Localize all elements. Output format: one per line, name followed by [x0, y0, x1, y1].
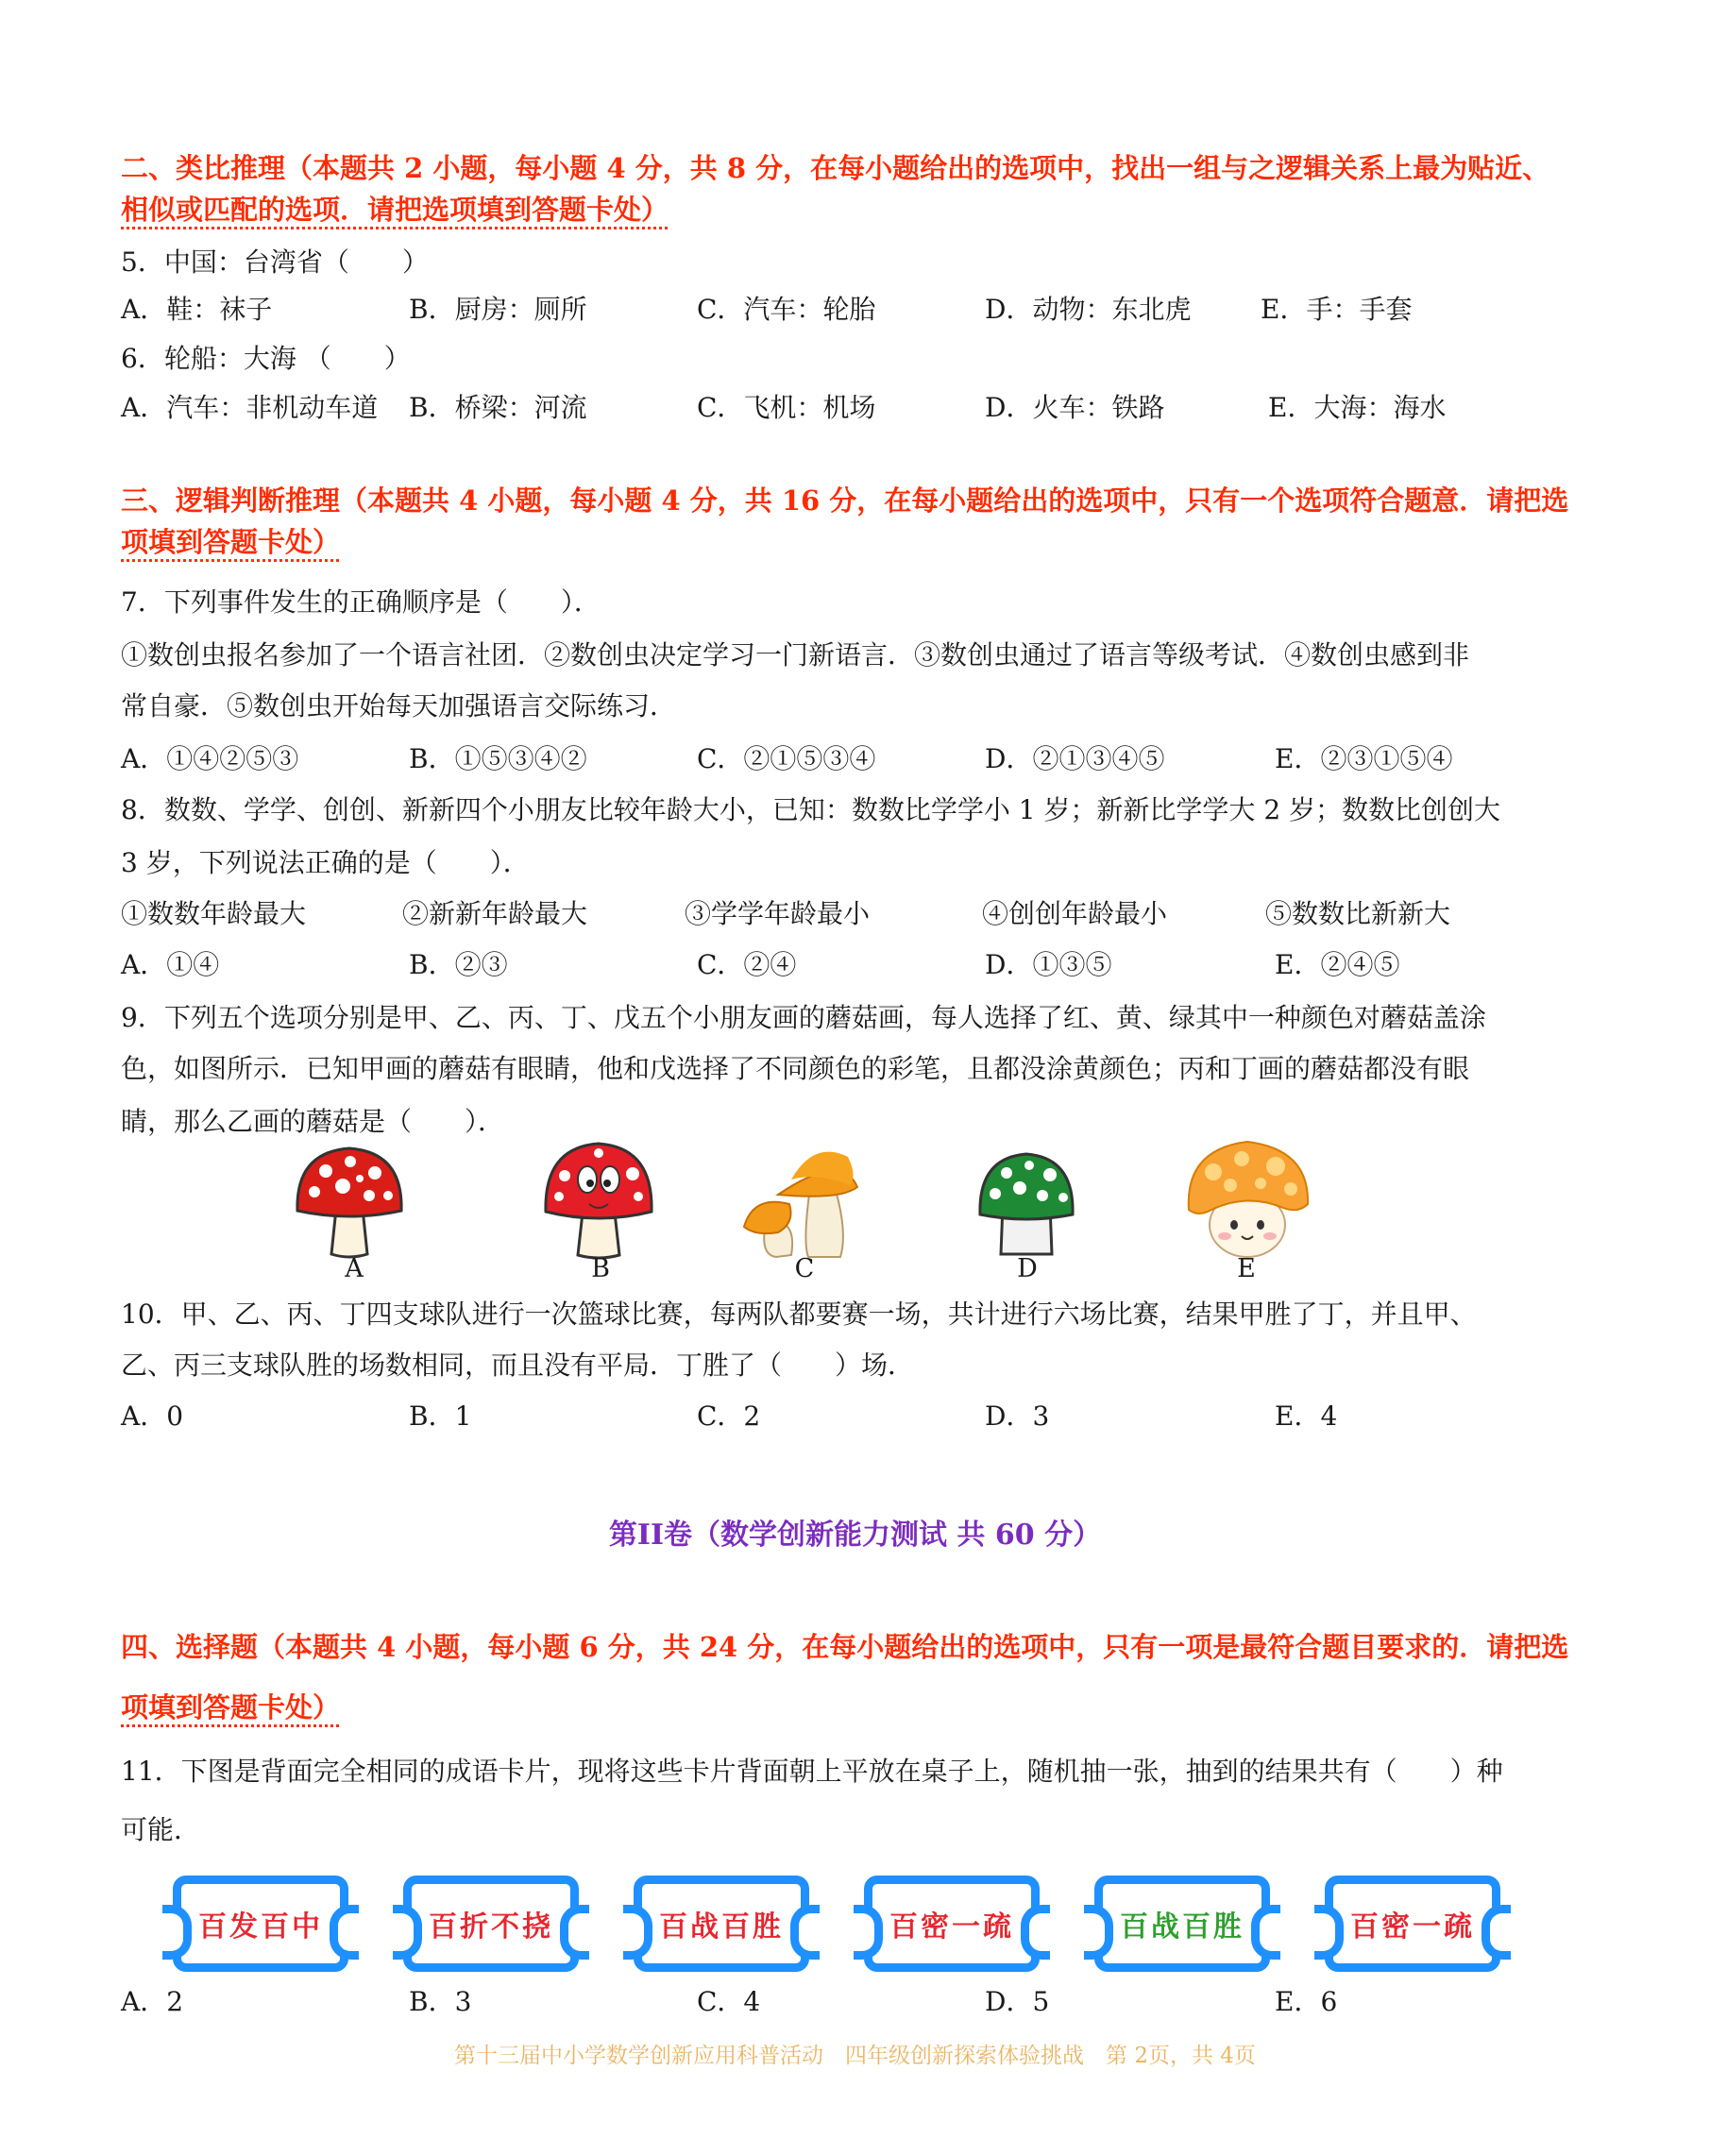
q9-text-line2: 色，如图所示．已知甲画的蘑菇有眼睛，他和戊选择了不同颜色的彩笔，且都没涂黄颜色；丙和丁画的蘑菇都没有眼 — [121, 1053, 1470, 1084]
idiom-card-text: 百密一疏 — [889, 1910, 1014, 1944]
idiom-card-text: 百战百胜 — [1120, 1910, 1244, 1944]
q10-text-line2: 乙、丙三支球队胜的场数相同，而且没有平局．丁胜了（ ）场． — [121, 1350, 915, 1381]
q8-statement-1: ①数数年龄最大 — [121, 898, 307, 929]
q8-option-a: A．①④ — [121, 949, 220, 980]
idiom-card — [1325, 1876, 1500, 1972]
q6-stem: 6．轮船：大海 （ ） — [121, 343, 411, 374]
idiom-card-text: 百折不挠 — [429, 1910, 553, 1944]
q7-option-e: E．②③①⑤④ — [1275, 743, 1453, 774]
q5-option-a: A．鞋：袜子 — [121, 294, 273, 325]
idiom-card — [634, 1876, 809, 1972]
idiom-card — [1094, 1876, 1270, 1972]
q9-text-line1: 9．下列五个选项分别是甲、乙、丙、丁、戊五个小朋友画的蘑菇画，每人选择了红、黄、绿其中一种颜色对蘑菇盖涂 — [121, 1002, 1486, 1033]
mushroom-label-c: C — [794, 1254, 815, 1283]
q8-statement-5: ⑤数数比新新大 — [1265, 898, 1451, 929]
q5-option-c: C．汽车：轮胎 — [697, 294, 876, 325]
section-4-heading-line1: 四、选择题（本题共 4 小题，每小题 6 分，共 24 分，在每小题给出的选项中，只有一项是最符合题目要求的．请把选 — [121, 1631, 1569, 1663]
idiom-card-text: 百密一疏 — [1350, 1910, 1475, 1944]
section-4-heading — [121, 1626, 1594, 1728]
q7-text-line1: ①数创虫报名参加了一个语言社团．②数创虫决定学习一门新语言．③数创虫通过了语言等级考试．④数创虫感到非 — [121, 639, 1470, 671]
mushroom-d-icon — [974, 1150, 1078, 1256]
q10-text-line1: 10．甲、乙、丙、丁四支球队进行一次篮球比赛，每两队都要赛一场，共计进行六场比赛，结果甲胜了丁，并且甲、 — [121, 1299, 1477, 1330]
q11-option-b: B．3 — [409, 1986, 472, 2017]
mushroom-label-e: E — [1237, 1254, 1256, 1283]
q7-option-c: C．②①⑤③④ — [697, 743, 876, 774]
idiom-card — [403, 1876, 579, 1972]
q11-option-c: C．4 — [697, 1986, 761, 2017]
q10-option-e: E．4 — [1275, 1401, 1338, 1432]
q6-option-b: B．桥梁：河流 — [409, 392, 587, 423]
section-4-heading-line2: 项填到答题卡处） — [121, 1691, 341, 1723]
q11-text-line1: 11．下图是背面完全相同的成语卡片，现将这些卡片背面朝上平放在桌子上，随机抽一张，抽到的结果共有（ ）种 — [121, 1756, 1503, 1787]
q7-option-d: D．②①③④⑤ — [985, 743, 1165, 774]
q10-option-c: C．2 — [697, 1401, 761, 1432]
mushroom-e-icon — [1185, 1138, 1312, 1261]
page-footer: 第十三届中小学数学创新应用科普活动 四年级创新探索体验挑战 第 2页，共 4页 — [454, 2044, 1256, 2068]
mushroom-c-icon — [736, 1138, 869, 1261]
q10-option-d: D．3 — [985, 1401, 1050, 1432]
mushroom-label-d: D — [1017, 1254, 1038, 1283]
q8-option-d: D．①③⑤ — [985, 949, 1112, 980]
q10-option-b: B．1 — [409, 1401, 472, 1432]
q11-option-d: D．5 — [985, 1986, 1050, 2017]
q10-option-a: A．0 — [121, 1401, 184, 1432]
q11-option-e: E．6 — [1275, 1986, 1338, 2017]
q8-text-line1: 8．数数、学学、创创、新新四个小朋友比较年龄大小，已知：数数比学学小 1 岁；新新比学学大 2 岁；数数比创创大 — [121, 794, 1501, 825]
idiom-card-text: 百战百胜 — [659, 1910, 784, 1944]
q8-option-e: E．②④⑤ — [1275, 949, 1400, 980]
section-3-heading-line2: 项填到答题卡处） — [121, 526, 341, 558]
section-2-heading — [121, 147, 1594, 230]
q7-option-b: B．①⑤③④② — [409, 743, 587, 774]
section-3-heading — [121, 480, 1594, 563]
q8-statement-4: ④创创年龄最小 — [982, 898, 1168, 929]
q8-statement-2: ②新新年龄最大 — [402, 898, 588, 929]
q9-text-line3: 睛，那么乙画的蘑菇是（ ）． — [121, 1106, 505, 1137]
mushroom-b-icon — [538, 1138, 661, 1261]
idiom-card-text: 百发百中 — [198, 1910, 323, 1944]
mushroom-label-a: A — [345, 1254, 364, 1283]
q5-option-b: B．厨房：厕所 — [409, 294, 587, 325]
q8-option-b: B．②③ — [409, 949, 508, 980]
q8-statement-3: ③学学年龄最小 — [685, 898, 871, 929]
mushroom-a-icon — [288, 1143, 411, 1261]
q5-option-d: D．动物：东北虎 — [985, 294, 1192, 325]
q6-option-e: E．大海：海水 — [1268, 392, 1447, 423]
part-2-title: 第II卷（数学创新能力测试 共 60 分） — [608, 1519, 1102, 1552]
q5-stem: 5．中国：台湾省（ ） — [121, 246, 429, 278]
section-2-heading-line2: 相似或匹配的选项．请把选项填到答题卡处） — [121, 194, 669, 226]
idiom-card — [864, 1876, 1040, 1972]
idiom-card — [173, 1876, 348, 1972]
mushroom-label-b: B — [591, 1254, 610, 1283]
q6-option-d: D．火车：铁路 — [985, 392, 1165, 423]
section-3-heading-line1: 三、逻辑判断推理（本题共 4 小题，每小题 4 分，共 16 分，在每小题给出的选项中，只有一个选项符合题意．请把选 — [121, 484, 1569, 517]
q6-option-a: A．汽车：非机动车道 — [121, 392, 379, 423]
q8-text-line2: 3 岁，下列说法正确的是（ ）． — [121, 847, 530, 878]
q8-option-c: C．②④ — [697, 949, 797, 980]
section-2-heading-line1: 二、类比推理（本题共 2 小题，每小题 4 分，共 8 分，在每小题给出的选项中，找出一组与之逻辑关系上最为贴近、 — [121, 152, 1550, 184]
q6-option-c: C．飞机：机场 — [697, 392, 876, 423]
q7-option-a: A．①④②⑤③ — [121, 743, 299, 774]
q7-stem: 7．下列事件发生的正确顺序是（ ）． — [121, 586, 601, 618]
q11-option-a: A．2 — [121, 1986, 184, 2017]
q5-option-e: E．手：手套 — [1261, 294, 1413, 325]
q7-text-line2: 常自豪．⑤数创虫开始每天加强语言交际练习． — [121, 690, 677, 721]
q11-text-line2: 可能． — [121, 1814, 201, 1845]
